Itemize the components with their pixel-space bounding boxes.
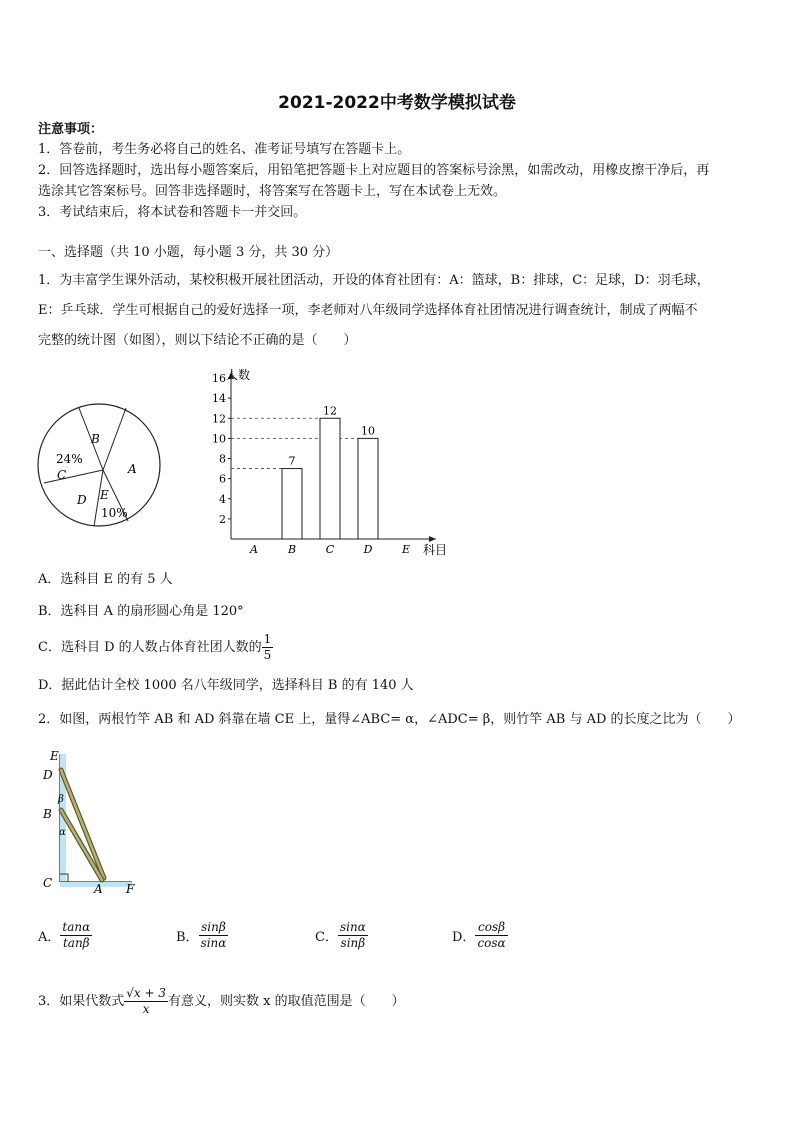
question-3-text (38, 982, 768, 1022)
fraction (60, 920, 92, 951)
notice-item: 2．回答选择题时，选出每小题答案后，用铅笔把答题卡上对应题目的答案标号涂黑，如需改动，用橡皮擦干净后，再 (38, 163, 710, 178)
point-f-label: F (126, 882, 135, 894)
pie-divider (44, 470, 103, 483)
y-tick-label: 12 (212, 412, 226, 426)
x-tick-label: B (287, 543, 297, 556)
point-a-label: A (94, 882, 103, 894)
question-2-text: 2．如图，两根竹竿 AB 和 AD 斜靠在墙 CE 上，量得∠ABC= α，∠ADC= β，则竹竿 AB 与 AD 的长度之比为（ ） (38, 712, 741, 727)
x-tick-label: E (401, 543, 411, 556)
point-b-label: B (43, 807, 52, 821)
section-heading: 一、选择题（共 10 小题，每小题 3 分，共 30 分） (38, 245, 339, 260)
point-e-label: E (50, 749, 59, 763)
bar-chart (196, 362, 456, 562)
fraction-denominator: tanβ (62, 936, 90, 950)
pie-divider (103, 408, 126, 470)
question-3-pre: 3．如果代数式 (38, 994, 125, 1009)
pie-chart (30, 395, 170, 535)
angle-beta-label: β (58, 794, 64, 805)
y-axis-label: 人数 (226, 368, 251, 382)
y-tick-label: 16 (212, 372, 226, 385)
pie-pct-c: 24% (56, 452, 83, 466)
q1-option-c (38, 630, 768, 666)
x-tick-label: A (250, 543, 258, 556)
bar (358, 438, 378, 539)
fraction-numerator: tanα (62, 920, 91, 934)
option-letter: C． (315, 930, 338, 945)
y-tick-label: 6 (219, 472, 226, 486)
bar (320, 418, 340, 539)
y-tick-label: 8 (219, 452, 226, 466)
notice-item: 3．考试结束后，将本试卷和答题卡一并交回。 (38, 205, 307, 220)
pie-label-c: C (57, 468, 67, 482)
fraction (475, 920, 507, 951)
q2-option-a (38, 920, 92, 951)
fraction-numerator: √x + 3 (126, 986, 167, 1000)
fraction-denominator: 5 (263, 648, 272, 662)
bamboo-figure (36, 746, 146, 894)
page-title: 2021-2022中考数学模拟试卷 (278, 93, 516, 113)
fraction (199, 920, 229, 951)
fraction-denominator: cosα (477, 936, 506, 950)
q1-option-c-text: C．选科目 D 的人数占体育社团人数的 (38, 640, 262, 655)
x-axis-label: 科目 (423, 543, 448, 557)
fraction (124, 986, 168, 1017)
q2-option-d (452, 920, 508, 951)
fraction-denominator: sinβ (340, 936, 366, 950)
bar (282, 469, 302, 539)
notice-item: 选涂其它答案标号。回答非选择题时，将答案写在答题卡上，写在本试卷上无效。 (38, 184, 507, 199)
q2-options (38, 920, 758, 960)
pie-label-b: B (91, 432, 100, 446)
y-tick-label: 2 (219, 512, 226, 526)
notice-heading: 注意事项： (38, 122, 104, 137)
point-d-label: D (43, 768, 53, 782)
fraction (338, 920, 368, 951)
fraction-denominator: x (142, 1002, 150, 1016)
angle-alpha-label: α (59, 827, 66, 838)
fraction-numerator: 1 (263, 632, 272, 646)
bar-data-label: 7 (288, 454, 296, 468)
fraction-denominator: sinα (200, 936, 227, 950)
y-tick-label: 10 (212, 432, 226, 446)
x-tick-label: D (363, 543, 373, 556)
pie-label-e: E (100, 488, 109, 502)
pie-label-a: A (128, 462, 137, 476)
fraction-numerator: sinα (339, 920, 366, 934)
pie-pct-e: 10% (101, 506, 128, 520)
fraction (262, 632, 274, 663)
question-1-text: 1．为丰富学生课外活动，某校积极开展社团活动，开设的体育社团有：A：篮球，B：排球，C：足球，D：羽毛球， (38, 273, 710, 288)
option-letter: B． (176, 930, 199, 945)
q1-option-a: A．选科目 E 的有 5 人 (38, 572, 173, 587)
question-3-post: 有意义，则实数 x 的取值范围是（ ） (168, 994, 405, 1009)
notice-item: 1．答卷前，考生务必将自己的姓名、准考证号填写在答题卡上。 (38, 142, 411, 157)
point-c-label: C (43, 876, 53, 890)
x-axis-arrow (429, 536, 436, 542)
y-tick-label: 4 (219, 492, 226, 506)
question-1-text: 完整的统计图（如图），则以下结论不正确的是（ ） (38, 333, 357, 348)
option-letter: D． (452, 930, 476, 945)
bar-data-label: 12 (323, 404, 337, 418)
fraction-numerator: sinβ (199, 920, 229, 936)
x-tick-label: C (325, 543, 335, 556)
q1-option-b: B．选科目 A 的扇形圆心角是 120° (38, 604, 244, 619)
option-letter: A． (38, 930, 61, 945)
pie-label-d: D (77, 493, 87, 507)
q2-option-c (315, 920, 368, 951)
q2-option-b (176, 920, 228, 951)
question-1-text: E：乒乓球．学生可根据自己的爱好选择一项，李老师对八年级同学选择体育社团情况进行调查统计，制成了两幅不 (38, 303, 698, 318)
q1-option-d: D．据此估计全校 1000 名八年级同学，选择科目 B 的有 140 人 (38, 678, 414, 693)
y-tick-label: 14 (212, 392, 226, 406)
bar-data-label: 10 (361, 424, 375, 438)
fraction-numerator: cosβ (475, 920, 507, 936)
